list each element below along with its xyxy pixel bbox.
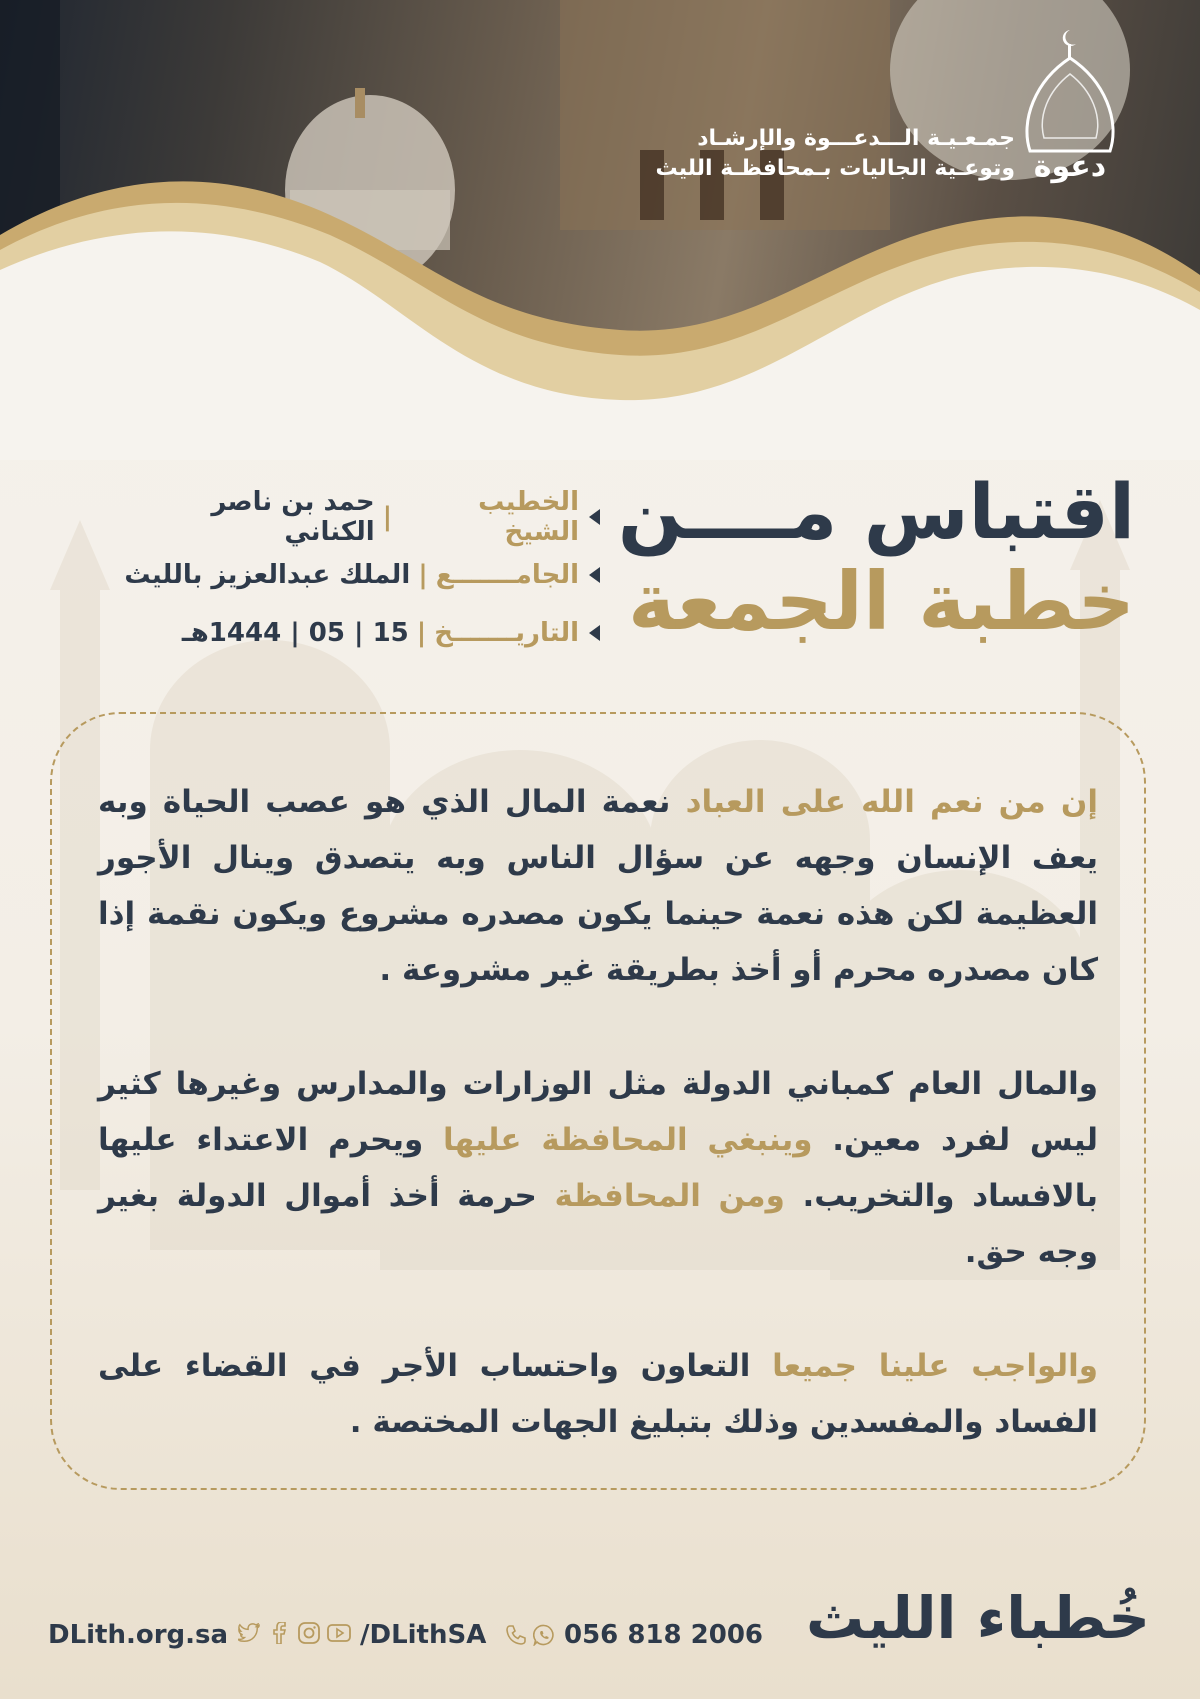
paragraph-text: ويحرم الاعتداء عليها بالافساد والتخريب. — [98, 1122, 1098, 1214]
info-row-preacher — [120, 488, 600, 546]
instagram-icon[interactable] — [296, 1620, 322, 1646]
separator: | — [382, 502, 393, 532]
sermon-info — [120, 488, 600, 662]
info-row-mosque — [120, 546, 600, 604]
separator: | — [418, 560, 428, 590]
dawah-logo — [1010, 26, 1130, 196]
brand-name: خُطباء الليث — [805, 1584, 1150, 1652]
bullet-triangle-icon — [589, 567, 600, 583]
phone-icons — [503, 1622, 557, 1648]
twitter-icon[interactable] — [236, 1620, 262, 1646]
whatsapp-icon[interactable] — [531, 1622, 557, 1648]
title-line-2: خطبة الجمعة — [627, 555, 1135, 648]
info-value: الملك عبدالعزيز بالليث — [124, 560, 411, 590]
website-link[interactable]: DLith.org.sa — [48, 1620, 229, 1650]
title-line-1: اقتباس مــــن — [617, 467, 1135, 556]
organization-line-1: جمـعـيـة الـــدعـــوة والإرشـاد — [697, 126, 1015, 151]
phone-number[interactable]: 056 818 2006 — [564, 1620, 764, 1650]
svg-text:دعوة: دعوة — [1033, 149, 1107, 184]
footer — [0, 1584, 1200, 1680]
phone-icon[interactable] — [503, 1622, 529, 1648]
facebook-icon[interactable] — [266, 1620, 292, 1646]
paragraph-text: حرمة أخذ أموال الدولة بغير وجه حق. — [98, 1178, 1098, 1270]
separator: | — [416, 618, 427, 648]
info-label: الخطيب الشيخ — [478, 487, 579, 547]
highlight-text: إن من نعم الله على العباد — [685, 784, 1099, 820]
organization-name — [615, 124, 1015, 184]
youtube-icon[interactable] — [326, 1620, 352, 1646]
paragraph-1 — [98, 774, 1098, 998]
bullet-triangle-icon — [589, 509, 600, 525]
paragraph-text: والمال العام كمباني الدولة مثل الوزارات والمدارس وغيرها كثير ليس لفرد معين. — [98, 1066, 1098, 1158]
paragraph-text: التعاون واحتساب الأجر في القضاء على الفساد والمفسدين وذلك بتبليغ الجهات المختصة . — [98, 1348, 1098, 1440]
social-handle[interactable]: /DLithSA — [360, 1620, 487, 1650]
highlight-text: ومن المحافظة — [554, 1178, 785, 1214]
info-row-date — [120, 604, 600, 662]
info-value: حمد بن ناصر الكناني — [211, 487, 375, 547]
paragraph-3 — [98, 1338, 1098, 1450]
organization-line-2: وتوعـية الجاليات بـمحافظـة الليث — [655, 156, 1015, 181]
page-title — [615, 467, 1135, 650]
paragraph-2 — [98, 1056, 1098, 1280]
bullet-triangle-icon — [589, 625, 600, 641]
info-label: الجامـــــــع — [435, 560, 579, 590]
info-label: التاريـــــــخ — [434, 618, 579, 648]
highlight-text: وينبغي المحافظة عليها — [443, 1122, 813, 1158]
paragraph-text: نعمة المال الذي هو عصب الحياة وبه يعف الإنسان وجهه عن سؤال الناس وبه يتصدق وينال الأجور العظيمة لكن هذه نعمة حينما يكون مصدره مشروع ويكون نقمة إذا كان مصدره محرم أو أخذ بطريقة غير مشروعة . — [98, 784, 1098, 988]
quote-body — [98, 774, 1098, 1508]
highlight-text: والواجب علينا جميعا — [772, 1348, 1098, 1384]
info-value: 15 | 05 | 1444هـ — [181, 618, 409, 648]
social-icons — [236, 1620, 352, 1646]
